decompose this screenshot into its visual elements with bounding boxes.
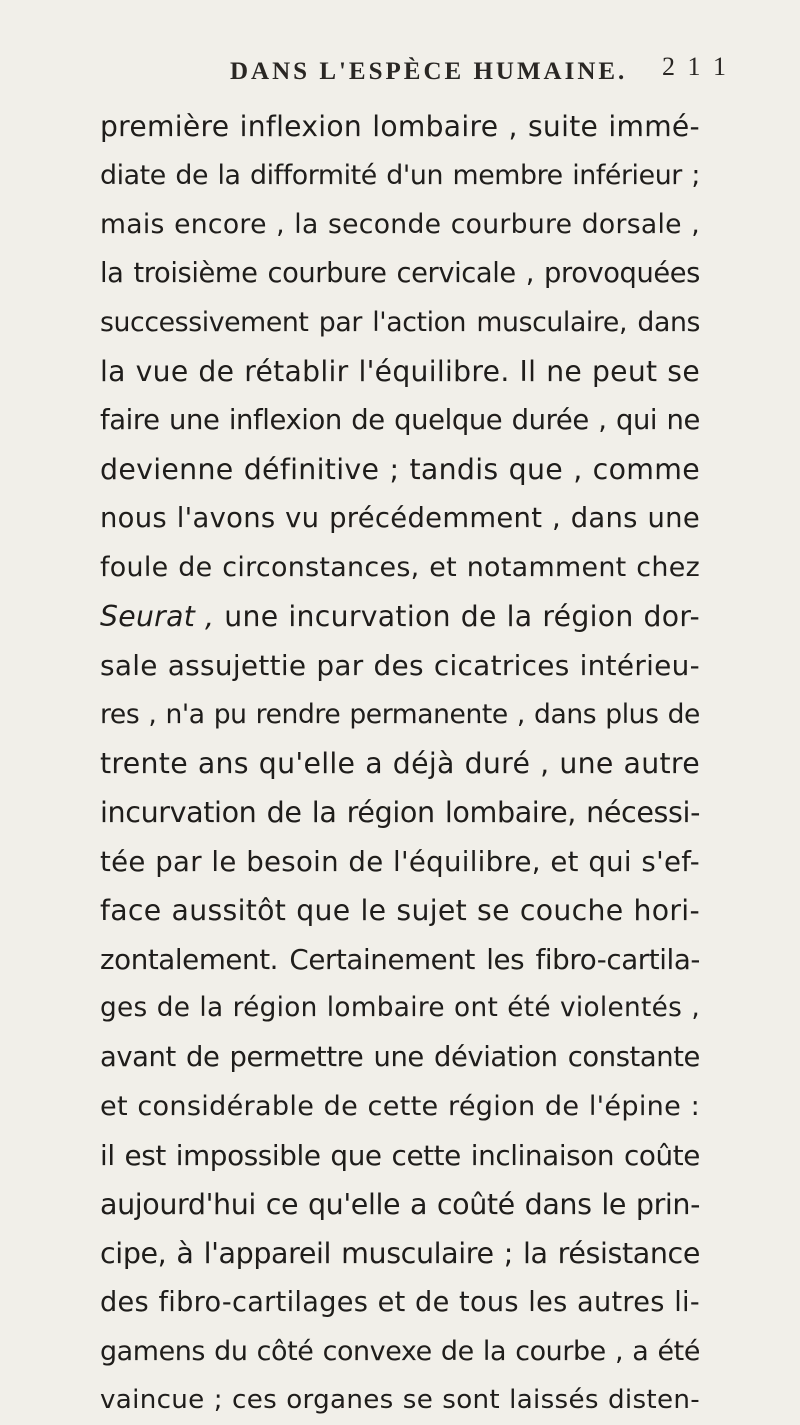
text-line: face aussitôt que le sujet se couche hori- xyxy=(100,894,700,927)
text-line: il est impossible que cette inclinaison coûte xyxy=(100,1139,700,1172)
text-line: gamens du côté convexe de la courbe , a été xyxy=(100,1336,700,1367)
body-text xyxy=(100,102,700,1425)
text-line: faire une inflexion de quelque durée , qui ne xyxy=(100,405,700,436)
text-line: devienne définitive ; tandis que , comme xyxy=(100,453,700,486)
text-line: incurvation de la région lombaire, nécessi- xyxy=(100,795,700,829)
running-head xyxy=(0,52,800,92)
text-line: la vue de rétablir l'équilibre. Il ne peut se xyxy=(100,355,700,388)
text-line: diate de la difformité d'un membre inférieur ; xyxy=(100,160,700,191)
text-line: ges de la région lombaire ont été violentés , xyxy=(100,993,700,1023)
text-line: aujourd'hui ce qu'elle a coûté dans le prin- xyxy=(100,1188,700,1221)
text-line: trente ans qu'elle a déjà duré , une autre xyxy=(100,747,700,780)
text-line-rest: une incurvation de la région dor- xyxy=(224,600,701,633)
text-line: successivement par l'action musculaire, dans xyxy=(100,307,700,338)
text-line: des fibro-cartilages et de tous les autres li- xyxy=(100,1287,700,1318)
text-line: et considérable de cette région de l'épine : xyxy=(100,1091,700,1122)
text-line-with-name xyxy=(100,592,700,641)
text-line: mais encore , la seconde courbure dorsale , xyxy=(100,209,700,240)
text-line: res , n'a pu rendre permanente , dans plus de xyxy=(100,699,700,730)
page-number: 2 1 1 xyxy=(662,52,729,81)
text-line: zontalement. Certainement les fibro-cartila- xyxy=(100,943,700,976)
text-line: tée par le besoin de l'équilibre, et qui s'ef- xyxy=(100,845,700,878)
running-title: DANS L'ESPÈCE HUMAINE. xyxy=(230,58,628,85)
italic-name: Seurat , xyxy=(100,600,215,633)
text-line: foule de circonstances, et notamment chez xyxy=(100,552,700,583)
text-line: sale assujettie par des cicatrices intérieu- xyxy=(100,649,700,682)
text-line: nous l'avons vu précédemment , dans une xyxy=(100,503,700,534)
text-line: vaincue ; ces organes se sont laissés disten- xyxy=(100,1385,700,1415)
text-line: cipe, à l'appareil musculaire ; la résistance xyxy=(100,1237,700,1270)
text-line: avant de permettre une déviation constante xyxy=(100,1042,700,1073)
text-line: la troisième courbure cervicale , provoquées xyxy=(100,258,700,289)
text-line: première inflexion lombaire , suite immé- xyxy=(100,110,700,143)
